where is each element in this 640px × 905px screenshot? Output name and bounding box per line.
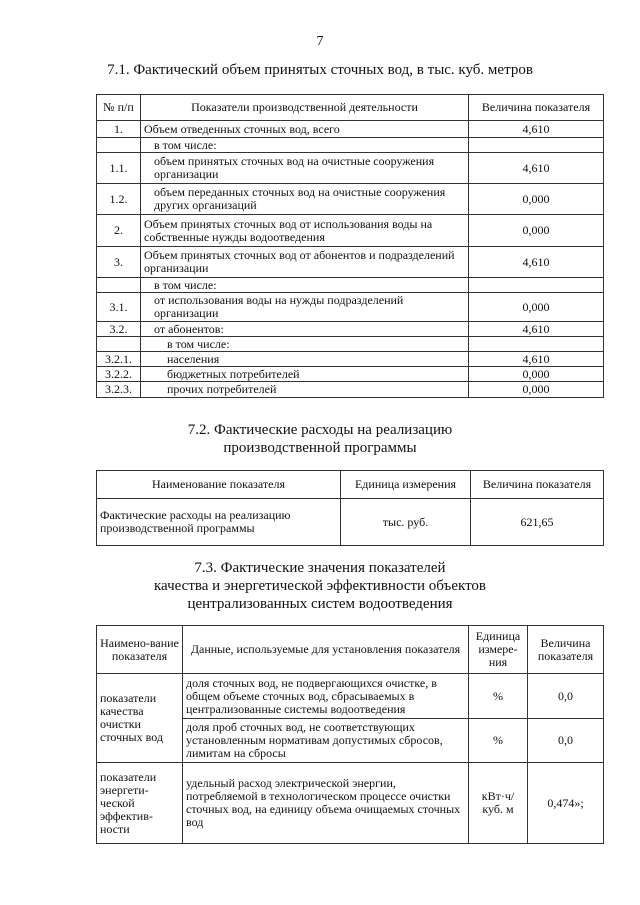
section-2-title-line-2: производственной программы [223, 440, 417, 456]
row-value [469, 138, 604, 153]
page-number: 7 [316, 34, 324, 49]
row-number: 3. [97, 247, 141, 278]
row-label: в том числе: [141, 138, 469, 153]
row-number: 1. [97, 121, 141, 138]
row-number: 2. [97, 215, 141, 247]
row-unit: % [469, 719, 528, 763]
row-value: 0,000 [469, 215, 604, 247]
table-row [97, 674, 604, 719]
row-number: 3.2. [97, 322, 141, 337]
row-data: удельный расход электрической энергии, потребляемой в технологическом процессе очистки сточных вод, на единицу объема очищаемых сточных вод [183, 763, 469, 844]
row-label: прочих потребителей [141, 382, 469, 398]
table-header [97, 626, 604, 674]
row-label: Фактические расходы на реализацию производственной программы [97, 499, 341, 546]
row-label: населения [141, 352, 469, 367]
row-label: от абонентов: [141, 322, 469, 337]
row-label: Объем принятых сточных вод от абонентов и подразделений организации [141, 247, 469, 278]
row-unit: тыс. руб. [341, 499, 471, 546]
row-value: 621,65 [471, 499, 604, 546]
section-3-title-line-2: качества и энергетической эффективности объектов [153, 578, 487, 594]
row-number: 3.2.1. [97, 352, 141, 367]
table-row [97, 121, 604, 138]
section-3-title-line-1: 7.3. Фактические значения показателей [194, 560, 446, 576]
table-row [97, 247, 604, 278]
row-value: 4,610 [469, 153, 604, 184]
row-value: 0,0 [528, 719, 604, 763]
row-value [469, 337, 604, 352]
row-number: 3.2.3. [97, 382, 141, 398]
row-value: 0,000 [469, 367, 604, 382]
header-value: Величина показателя [528, 626, 604, 674]
header-value: Величина показателя [469, 95, 604, 121]
table-row [97, 184, 604, 215]
row-value: 4,610 [469, 352, 604, 367]
row-unit: кВт·ч/ куб. м [469, 763, 528, 844]
table-row [97, 322, 604, 337]
row-value [469, 278, 604, 293]
row-label: объем переданных сточных вод на очистные сооружения других организаций [141, 184, 469, 215]
group-name: показатели качества очистки сточных вод [97, 674, 183, 763]
row-number [97, 138, 141, 153]
row-label: Объем принятых сточных вод от использования воды на собственные нужды водоотведения [141, 215, 469, 247]
row-label: в том числе: [141, 337, 469, 352]
section-2-title-line-1: 7.2. Фактические расходы на реализацию [187, 422, 453, 438]
row-value: 0,000 [469, 293, 604, 322]
section-1-title: 7.1. Фактический объем принятых сточных вод, в тыс. куб. метров [107, 62, 533, 78]
header-unit: Единица измерения [341, 471, 471, 499]
row-number: 1.2. [97, 184, 141, 215]
section-3-title-line-3: централизованных систем водоотведения [187, 596, 453, 612]
row-value: 4,610 [469, 322, 604, 337]
header-data: Данные, используемые для установления показателя [183, 626, 469, 674]
row-number [97, 337, 141, 352]
header-name: Наименование показателя [97, 471, 341, 499]
row-label: от использования воды на нужды подразделений организации [141, 293, 469, 322]
table-row [97, 138, 604, 153]
row-value: 0,000 [469, 184, 604, 215]
row-value: 4,610 [469, 121, 604, 138]
wastewater-volume-table [96, 94, 604, 398]
row-value: 4,610 [469, 247, 604, 278]
row-unit: % [469, 674, 528, 719]
row-number: 3.2.2. [97, 367, 141, 382]
table-row [97, 382, 604, 398]
row-data: доля проб сточных вод, не соответствующих установленным нормативам допустимых сбросов, лимитам на сбросы [183, 719, 469, 763]
table-row [97, 293, 604, 322]
table-row [97, 763, 604, 844]
table-row [97, 367, 604, 382]
row-label: бюджетных потребителей [141, 367, 469, 382]
row-number: 3.1. [97, 293, 141, 322]
header-name: Наимено-вание показателя [97, 626, 183, 674]
table-row [97, 352, 604, 367]
table-header [97, 95, 604, 121]
table-row [97, 499, 604, 546]
header-num: № п/п [97, 95, 141, 121]
row-value: 0,474»; [528, 763, 604, 844]
group-name: показатели энергети-ческой эффектив-ности [97, 763, 183, 844]
row-value: 0,0 [528, 674, 604, 719]
row-label: объем принятых сточных вод на очистные сооружения организации [141, 153, 469, 184]
row-label: в том числе: [141, 278, 469, 293]
header-unit: Единица измере-ния [469, 626, 528, 674]
row-number: 1.1. [97, 153, 141, 184]
row-label: Объем отведенных сточных вод, всего [141, 121, 469, 138]
header-indicator: Показатели производственной деятельности [141, 95, 469, 121]
table-row [97, 278, 604, 293]
expenses-table [96, 470, 604, 546]
row-data: доля сточных вод, не подвергающихся очистке, в общем объеме сточных вод, сбрасываемых в централизованные системы водоотведения [183, 674, 469, 719]
row-value: 0,000 [469, 382, 604, 398]
row-number [97, 278, 141, 293]
quality-efficiency-table [96, 625, 604, 844]
table-header [97, 471, 604, 499]
header-value: Величина показателя [471, 471, 604, 499]
table-row [97, 215, 604, 247]
table-row [97, 337, 604, 352]
table-row [97, 153, 604, 184]
